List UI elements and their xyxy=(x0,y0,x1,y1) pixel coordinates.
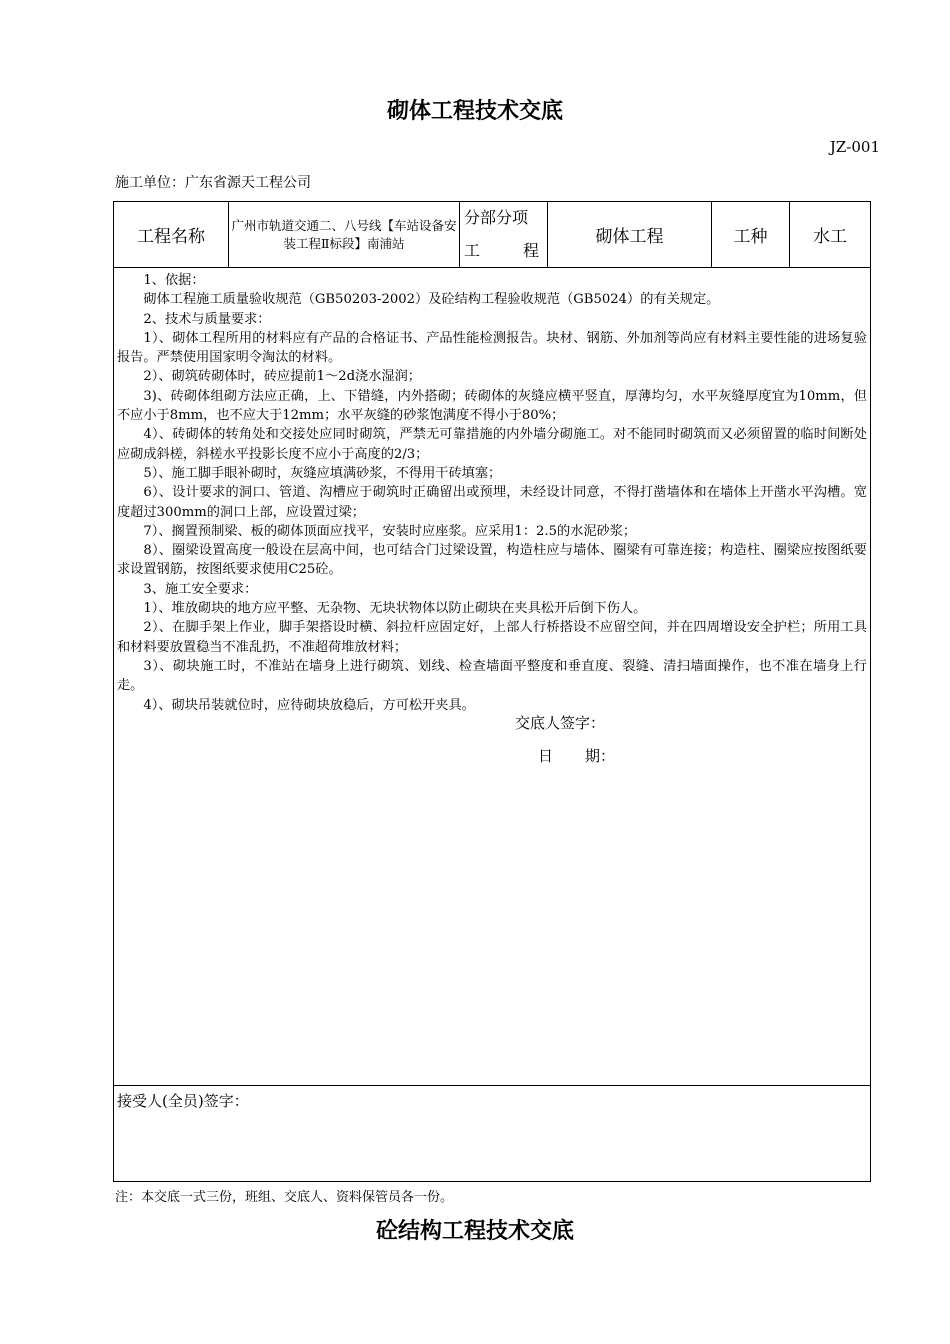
sub-project-label-char2: 程 xyxy=(522,241,539,260)
document-number: JZ-001 xyxy=(829,138,880,156)
content-paragraph: 3)、砖砌体组砌方法应正确，上、下错缝，内外搭砌；砖砌体的灰缝应横平竖直，厚薄均匀，水平灰缝厚度宜为10mm，但不应小于8mm，也不应大于12mm；水平灰缝的砂浆饱满度不得小于80%； xyxy=(117,388,867,424)
footnote: 注：本交底一式三份，班组、交底人、资料保管员各一份。 xyxy=(115,1190,454,1205)
content-paragraph: 5）、施工脚手眼补砌时，灰缝应填满砂浆，不得用干砖填塞； xyxy=(143,465,502,481)
document-title: 砌体工程技术交底 xyxy=(386,99,563,124)
project-name-label: 工程名称 xyxy=(114,202,229,267)
date-label-rest: 期： xyxy=(585,747,616,765)
sub-project-label-line1: 分部分项 xyxy=(464,208,529,227)
content-paragraph: 1）、堆放砌块的地方应平整、无杂物、无块状物体以防止砌块在夹具松开后倒下伤人。 xyxy=(143,601,647,617)
date-label xyxy=(538,745,615,766)
date-label-char: 日 xyxy=(538,747,554,765)
trade-label: 工种 xyxy=(712,202,790,267)
content-paragraph: 4）、砌块吊装就位时，应待砌块放稳后，方可松开夹具。 xyxy=(143,697,475,713)
content-paragraph: 8）、圈梁设置高度一般设在层高中间，也可结合门过梁设置，构造柱应与墙体、圈梁有可靠连接；构造柱、圈梁应按图纸要求设置钢筋，按图纸要求使用C25砼。 xyxy=(117,543,867,578)
content-paragraph: 2）、砌筑砖砌体时，砖应提前1～2d浇水湿润； xyxy=(143,369,421,385)
disclosure-form xyxy=(113,201,871,1182)
content-paragraph: 4）、砖砌体的转角处和交接处应同时砌筑，严禁无可靠措施的内外墙分砌施工。对不能同时砌筑而又必须留置的临时间断处应砌成斜槎，斜槎水平投影长度不应小于高度的2/3； xyxy=(117,427,867,462)
receiver-signature-label: 接受人(全员)签字： xyxy=(117,1092,249,1110)
content-paragraph: 砌体工程施工质量验收规范（GB50203-2002）及砼结构工程验收规范（GB5024）的有关规定。 xyxy=(143,292,720,308)
sub-project-label-char1: 工 xyxy=(464,241,481,260)
disclosure-content xyxy=(114,268,870,1086)
signer-signature-label: 交底人签字： xyxy=(515,714,606,732)
sub-project-label xyxy=(460,202,548,267)
content-paragraph: 1）、砌体工程所用的材料应有产品的合格证书、产品性能检测报告。块材、钢筋、外加剂等尚应有材料主要性能的进场复验报告。严禁使用国家明令淘汰的材料。 xyxy=(117,330,867,366)
construction-unit: 施工单位：广东省源天工程公司 xyxy=(115,175,311,191)
next-document-title: 砼结构工程技术交底 xyxy=(375,1219,574,1244)
form-header-row xyxy=(114,202,870,268)
trade-value: 水工 xyxy=(813,227,847,247)
project-name-value: 广州市轨道交通二、八号线【车站设备安装工程Ⅱ标段】南浦站 xyxy=(229,202,460,267)
content-paragraph: 2）、在脚手架上作业，脚手架搭设时横、斜拉杆应固定好，上部人行桥搭设不应留空间，并在四周增设安全护栏；所用工具和材料要放置稳当不准乱扔，不准超荷堆放材料； xyxy=(117,620,867,655)
sub-project-label-line2 xyxy=(464,238,539,261)
content-paragraph: 3、施工安全要求： xyxy=(143,581,258,597)
content-paragraph: 7）、搁置预制梁、板的砌体顶面应找平，安装时应座浆。应采用1：2.5的水泥砂浆； xyxy=(143,523,637,539)
content-paragraph: 3）、砌块施工时，不准站在墙身上进行砌筑、划线、检查墙面平整度和垂直度、裂缝、清扫墙面操作，也不准在墙身上行走。 xyxy=(117,658,867,694)
content-paragraph: 2、技术与质量要求： xyxy=(143,311,271,327)
content-paragraph: 1、依据： xyxy=(143,273,205,288)
content-paragraph: 6）、设计要求的洞口、管道、沟槽应于砌筑时正确留出或预埋，未经设计同意，不得打凿墙体和在墙体上开凿水平沟槽。宽度超过300mm的洞口上部，应设置过梁； xyxy=(117,485,867,520)
sub-project-value: 砌体工程 xyxy=(548,202,712,267)
